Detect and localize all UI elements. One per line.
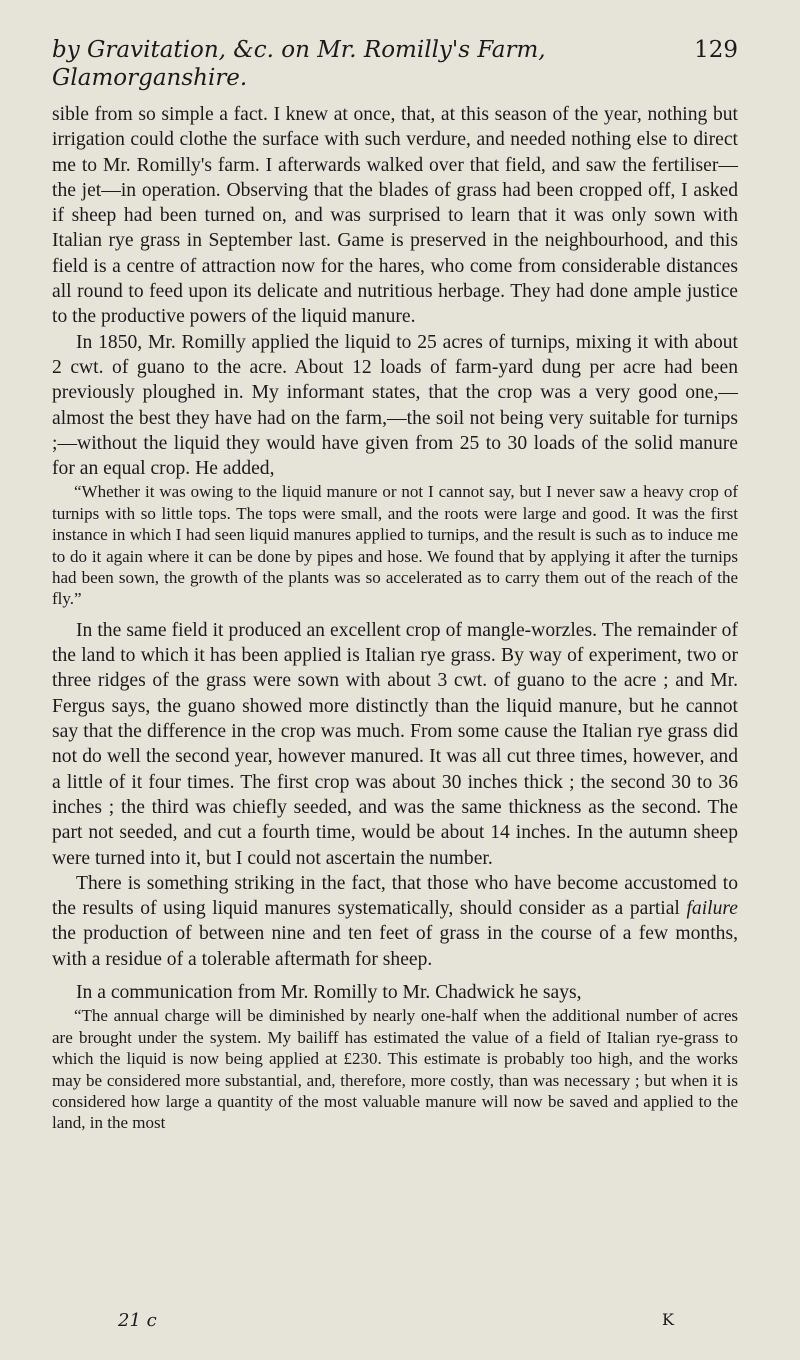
signature-letter: K — [662, 1310, 674, 1329]
paragraph: There is something striking in the fact, that those who have become accustomed to the results of using liquid manures systematically, should consider as a partial failure the production of between nine and ten feet of grass in the course of a few months, with a residue of a tolerable aftermath for sheep. — [52, 872, 738, 970]
paragraph: sible from so simple a fact. I knew at once, that, at this season of the year, nothing but irrigation could clothe the surface with such verdure, and needed nothing else to direct me to Mr. Romilly's farm. I afterwards walked over that field, and saw the fertiliser—the jet—in operation. Observing that the blades of grass had been cropped off, I asked if sheep had been turned on, and was surprised to learn that it was only sown with Italian rye grass in September last. Game is preserved in the neighbourhood, and this field is a centre of attraction now for the hares, who come from considerable distances all round to feed upon its delicate and nutritious herbage. They had done ample justice to the productive powers of the liquid manure. — [52, 104, 738, 328]
signature-line — [118, 1310, 674, 1331]
page-number: 129 — [694, 37, 738, 63]
quote-paragraph: “The annual charge will be diminished by nearly one-half when the additional number of acres are brought under the system. My bailiff has estimated the value of a field of Italian rye-grass to which the liquid is now being applied at £230. This estimate is probably too high, and the works may be considered more substantial, and, therefore, more costly, than was necessary ; but when it is considered how large a quantity of the most valuable manure will now be saved and applied to the land, in the most — [52, 1006, 738, 1133]
running-head-title: by Gravitation, &c. on Mr. Romilly's Farm, Glamorganshire. — [52, 37, 546, 91]
paragraph: In a communication from Mr. Romilly to Mr. Chadwick he says, — [76, 982, 582, 1004]
body-text-2 — [52, 618, 738, 1005]
quote-paragraph: “Whether it was owing to the liquid manure or not I cannot say, but I never saw a heavy crop of turnips with so little tops. The tops were small, and the roots were large and good. It was the first instance in which I had seen liquid manures applied to turnips, and the result is such as to induce me to do it again where it can be done by pipes and hose. We found that by applying it after the turnips had been sown, the growth of the plants was so accelerated as to carry them out of the reach of the fly.” — [52, 482, 738, 609]
paragraph: In 1850, Mr. Romilly applied the liquid to 25 acres of turnips, mixing it with about 2 cwt. of guano to the acre. About 12 loads of farm-yard dung per acre had been previously ploughed in. My informant states, that the crop was a very good one,—almost the best they have had on the farm,—the soil not being very suitable for turnips ;—without the liquid they would have given from 25 to 30 loads of the solid manure for an equal crop. He added, — [52, 331, 738, 480]
paragraph: In the same field it produced an excellent crop of mangle-worzles. The remainder of the land to which it has been applied is Italian rye grass. By way of experiment, two or three ridges of the grass were sown with about 3 cwt. of guano to the acre ; and Mr. Fergus says, the guano showed more distinctly than the liquid manure, but he cannot say that the difference in the crop was much. From some cause the Italian rye grass did not do well the second year, however manured. It was all cut three times, however, and a little of it four times. The first crop was about 30 inches thick ; the second 30 to 36 inches ; the third was chiefly seeded, and was the same thickness as the second. The part not seeded, and cut a fourth time, would be about 14 inches. In the autumn sheep were turned into it, but I could not ascertain the number. — [52, 619, 738, 869]
body-text-1 — [52, 102, 738, 481]
block-quote-chadwick — [52, 1005, 738, 1133]
block-quote-turnips — [52, 481, 738, 609]
running-head — [52, 36, 738, 92]
signature-mark: 21 c — [118, 1310, 157, 1331]
emphasis: failure — [686, 898, 738, 920]
